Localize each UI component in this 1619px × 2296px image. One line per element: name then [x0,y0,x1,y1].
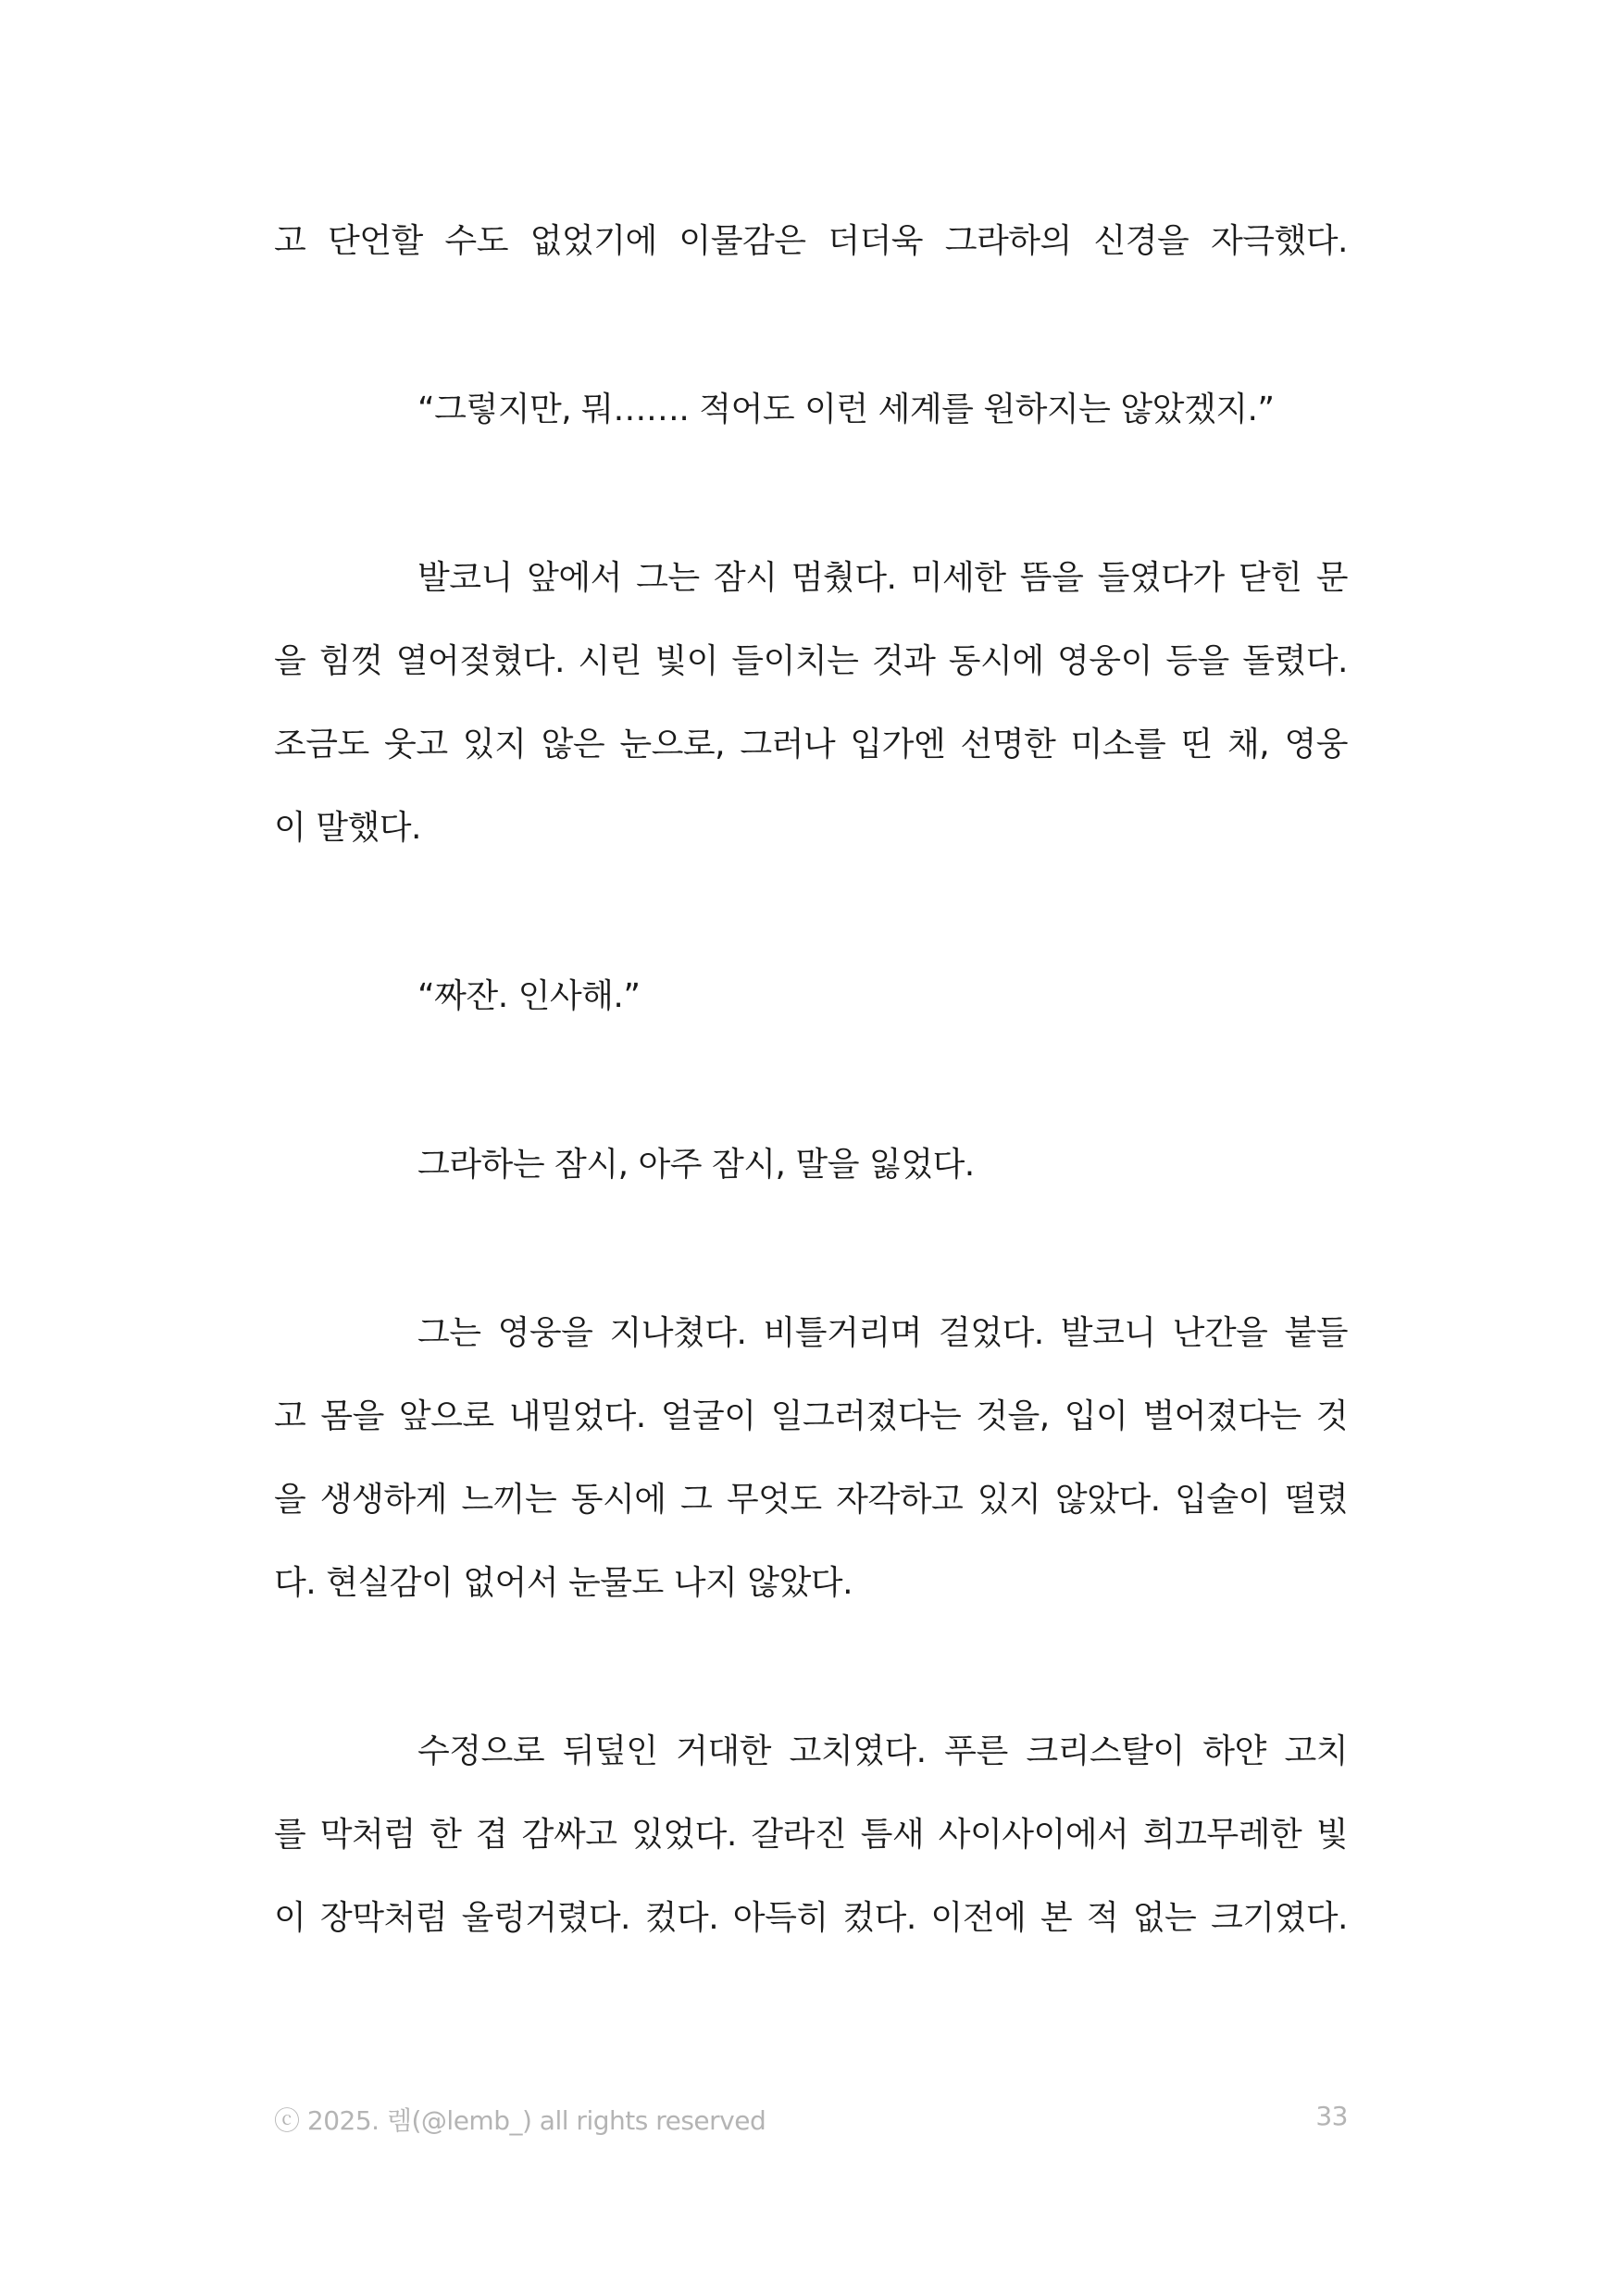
text-line: “짜잔. 인사해.” [417,977,641,1015]
text-line: 를 막처럼 한 겹 감싸고 있었다. 갈라진 틈새 사이사이에서 희끄무레한 빛 [274,1816,1348,1854]
paragraph [274,955,1348,1038]
paragraph-gap [274,1038,1348,1123]
paragraph [274,537,1348,870]
text-line: 그는 영웅을 지나쳤다. 비틀거리며 걸었다. 발코니 난간을 붙들 [417,1314,1348,1352]
text-line: 을 힘껏 열어젖혔다. 시린 빛이 들이치는 것과 동시에 영웅이 등을 돌렸다. [274,642,1348,680]
paragraph-gap [274,1207,1348,1292]
text-line: 그라하는 잠시, 아주 잠시, 말을 잃었다. [417,1146,975,1184]
paragraph [274,368,1348,452]
text-line: 고 단언할 수도 없었기에 이물감은 더더욱 그라하의 신경을 자극했다. [274,222,1348,260]
paragraph-gap [274,1625,1348,1710]
text-line: 을 생생하게 느끼는 동시에 그 무엇도 자각하고 있지 않았다. 입술이 떨렸 [274,1481,1348,1519]
paragraph [274,1123,1348,1207]
page-footer [274,2101,1348,2138]
text-line: 이 장막처럼 울렁거렸다. 컸다. 아득히 컸다. 이전에 본 적 없는 크기였다. [274,1899,1348,1937]
paragraph [274,1710,1348,1960]
paragraph-gap [274,283,1348,368]
text-line: 이 말했다. [274,809,421,847]
copyright-notice: ⓒ 2025. 렘(@lemb_) all rights reserved [274,2105,766,2136]
paragraph [274,200,1348,283]
text-line: 고 몸을 앞으로 내밀었다. 얼굴이 일그러졌다는 것을, 입이 벌어졌다는 것 [274,1397,1348,1435]
paragraph [274,1292,1348,1625]
text-line: 조금도 웃고 있지 않은 눈으로, 그러나 입가엔 선명한 미소를 띤 채, 영웅 [274,726,1348,763]
text-line: 수정으로 뒤덮인 거대한 고치였다. 푸른 크리스탈이 하얀 고치 [417,1732,1348,1770]
text-line: “그렇지만, 뭐……. 적어도 이런 세계를 원하지는 않았겠지.” [417,391,1275,428]
page-number: 33 [1315,2101,1348,2131]
paragraph-gap [274,870,1348,955]
body-text [274,200,1348,1960]
text-line: 발코니 앞에서 그는 잠시 멈췄다. 미세한 뜸을 들였다가 닫힌 문 [417,559,1348,597]
text-line: 다. 현실감이 없어서 눈물도 나지 않았다. [274,1564,853,1602]
paragraph-gap [274,452,1348,537]
